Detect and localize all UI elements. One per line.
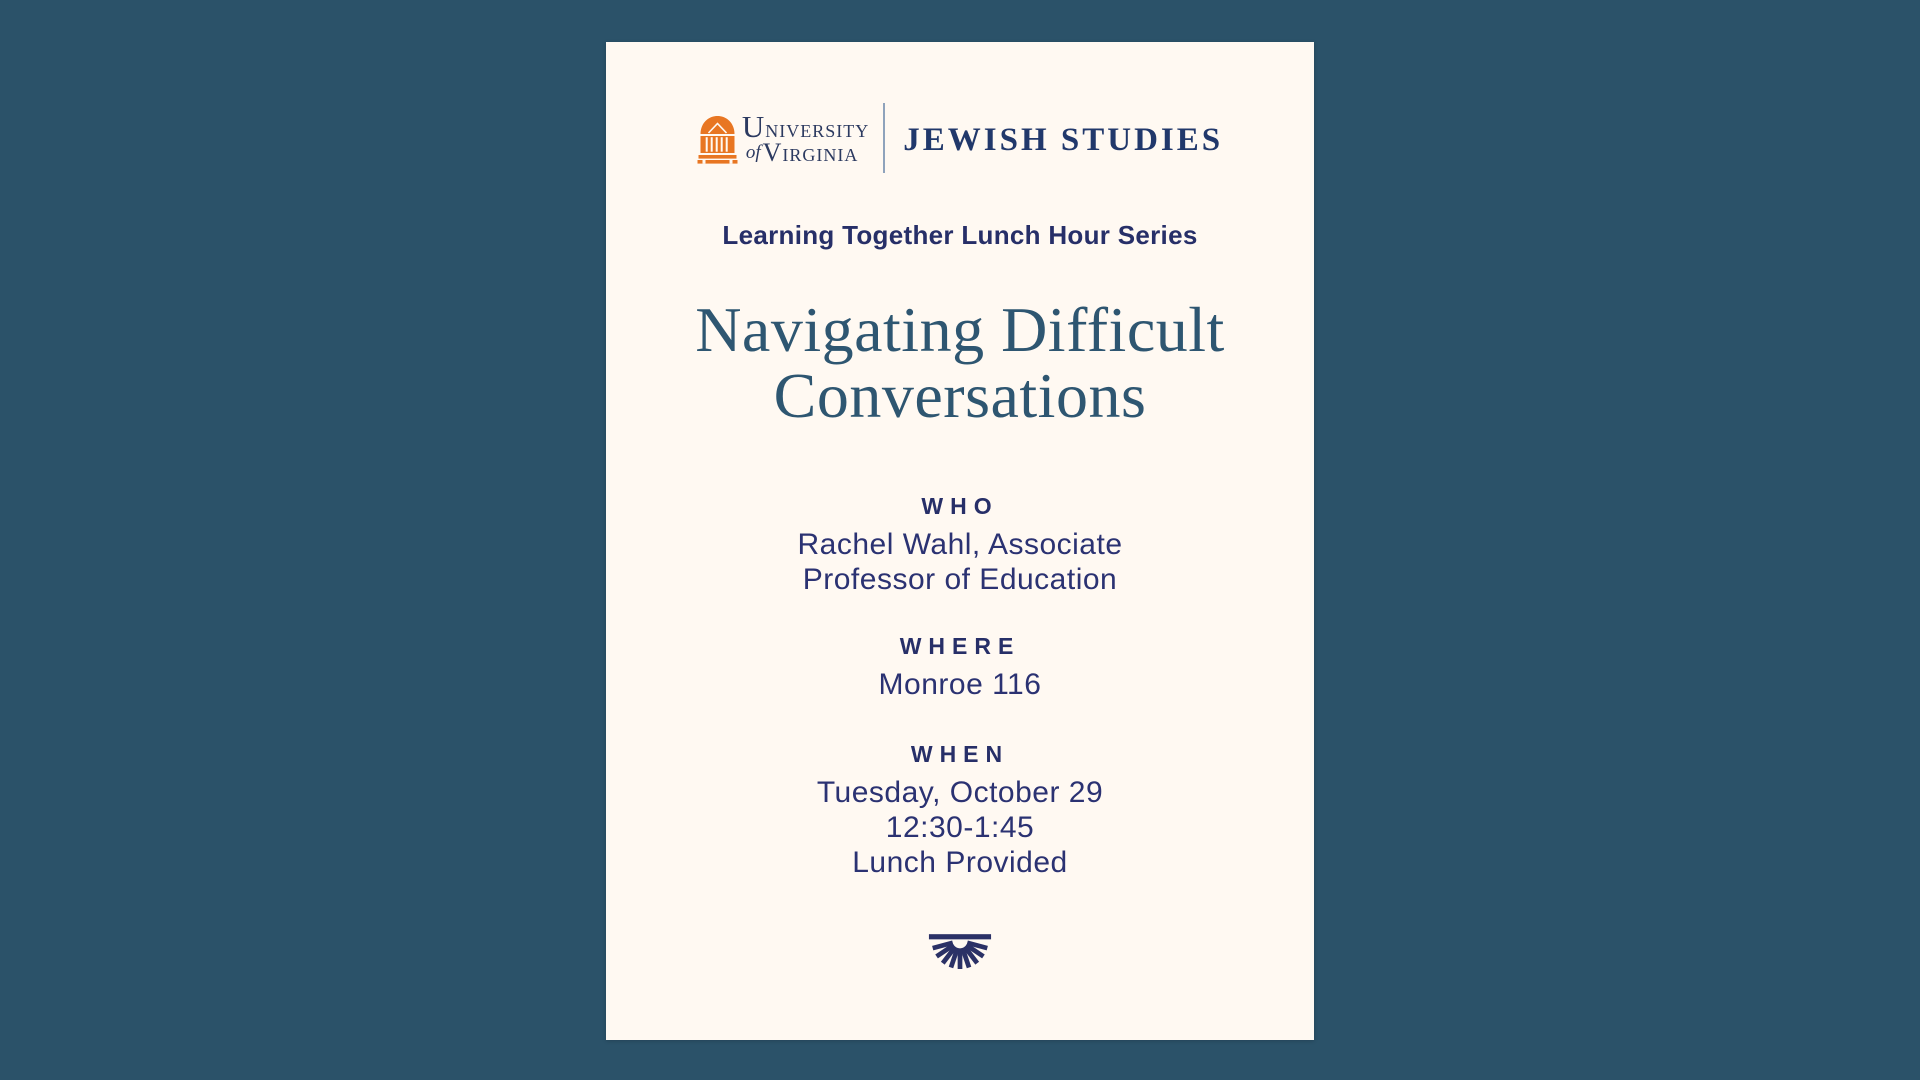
uva-rotunda-icon xyxy=(697,114,738,164)
uva-logo-lockup xyxy=(606,42,1314,174)
uva-wordmark-virginia-line xyxy=(742,137,869,167)
where-line: Monroe 116 xyxy=(878,668,1042,701)
sunburst-icon xyxy=(606,934,1314,977)
when-label: WHEN xyxy=(910,741,1010,768)
uva-wordmark-virginia: Virginia xyxy=(762,137,859,167)
event-title xyxy=(606,294,1314,431)
uva-wordmark xyxy=(741,108,870,167)
uva-wordmark-university: University xyxy=(741,108,870,144)
when-line: Lunch Provided xyxy=(852,846,1068,880)
when-line: 12:30-1:45 xyxy=(885,811,1035,845)
section-when xyxy=(606,741,1314,880)
who-line: Rachel Wahl, Associate xyxy=(797,527,1123,561)
logo-divider xyxy=(883,103,885,173)
series-subtitle: Learning Together Lunch Hour Series xyxy=(722,220,1198,250)
where-label: WHERE xyxy=(899,633,1021,659)
who-label: WHO xyxy=(921,492,999,519)
section-who xyxy=(606,493,1314,597)
page-background xyxy=(0,42,1920,1080)
event-poster xyxy=(606,42,1314,1040)
event-title-line2: Conversations xyxy=(773,359,1147,431)
section-where xyxy=(606,633,1314,702)
event-title-line1: Navigating Difficult xyxy=(695,294,1225,365)
who-line: Professor of Education xyxy=(802,562,1118,596)
uva-wordmark-of: of xyxy=(745,141,761,163)
department-name: JEWISH STUDIES xyxy=(903,121,1224,158)
when-line: Tuesday, October 29 xyxy=(816,776,1104,810)
